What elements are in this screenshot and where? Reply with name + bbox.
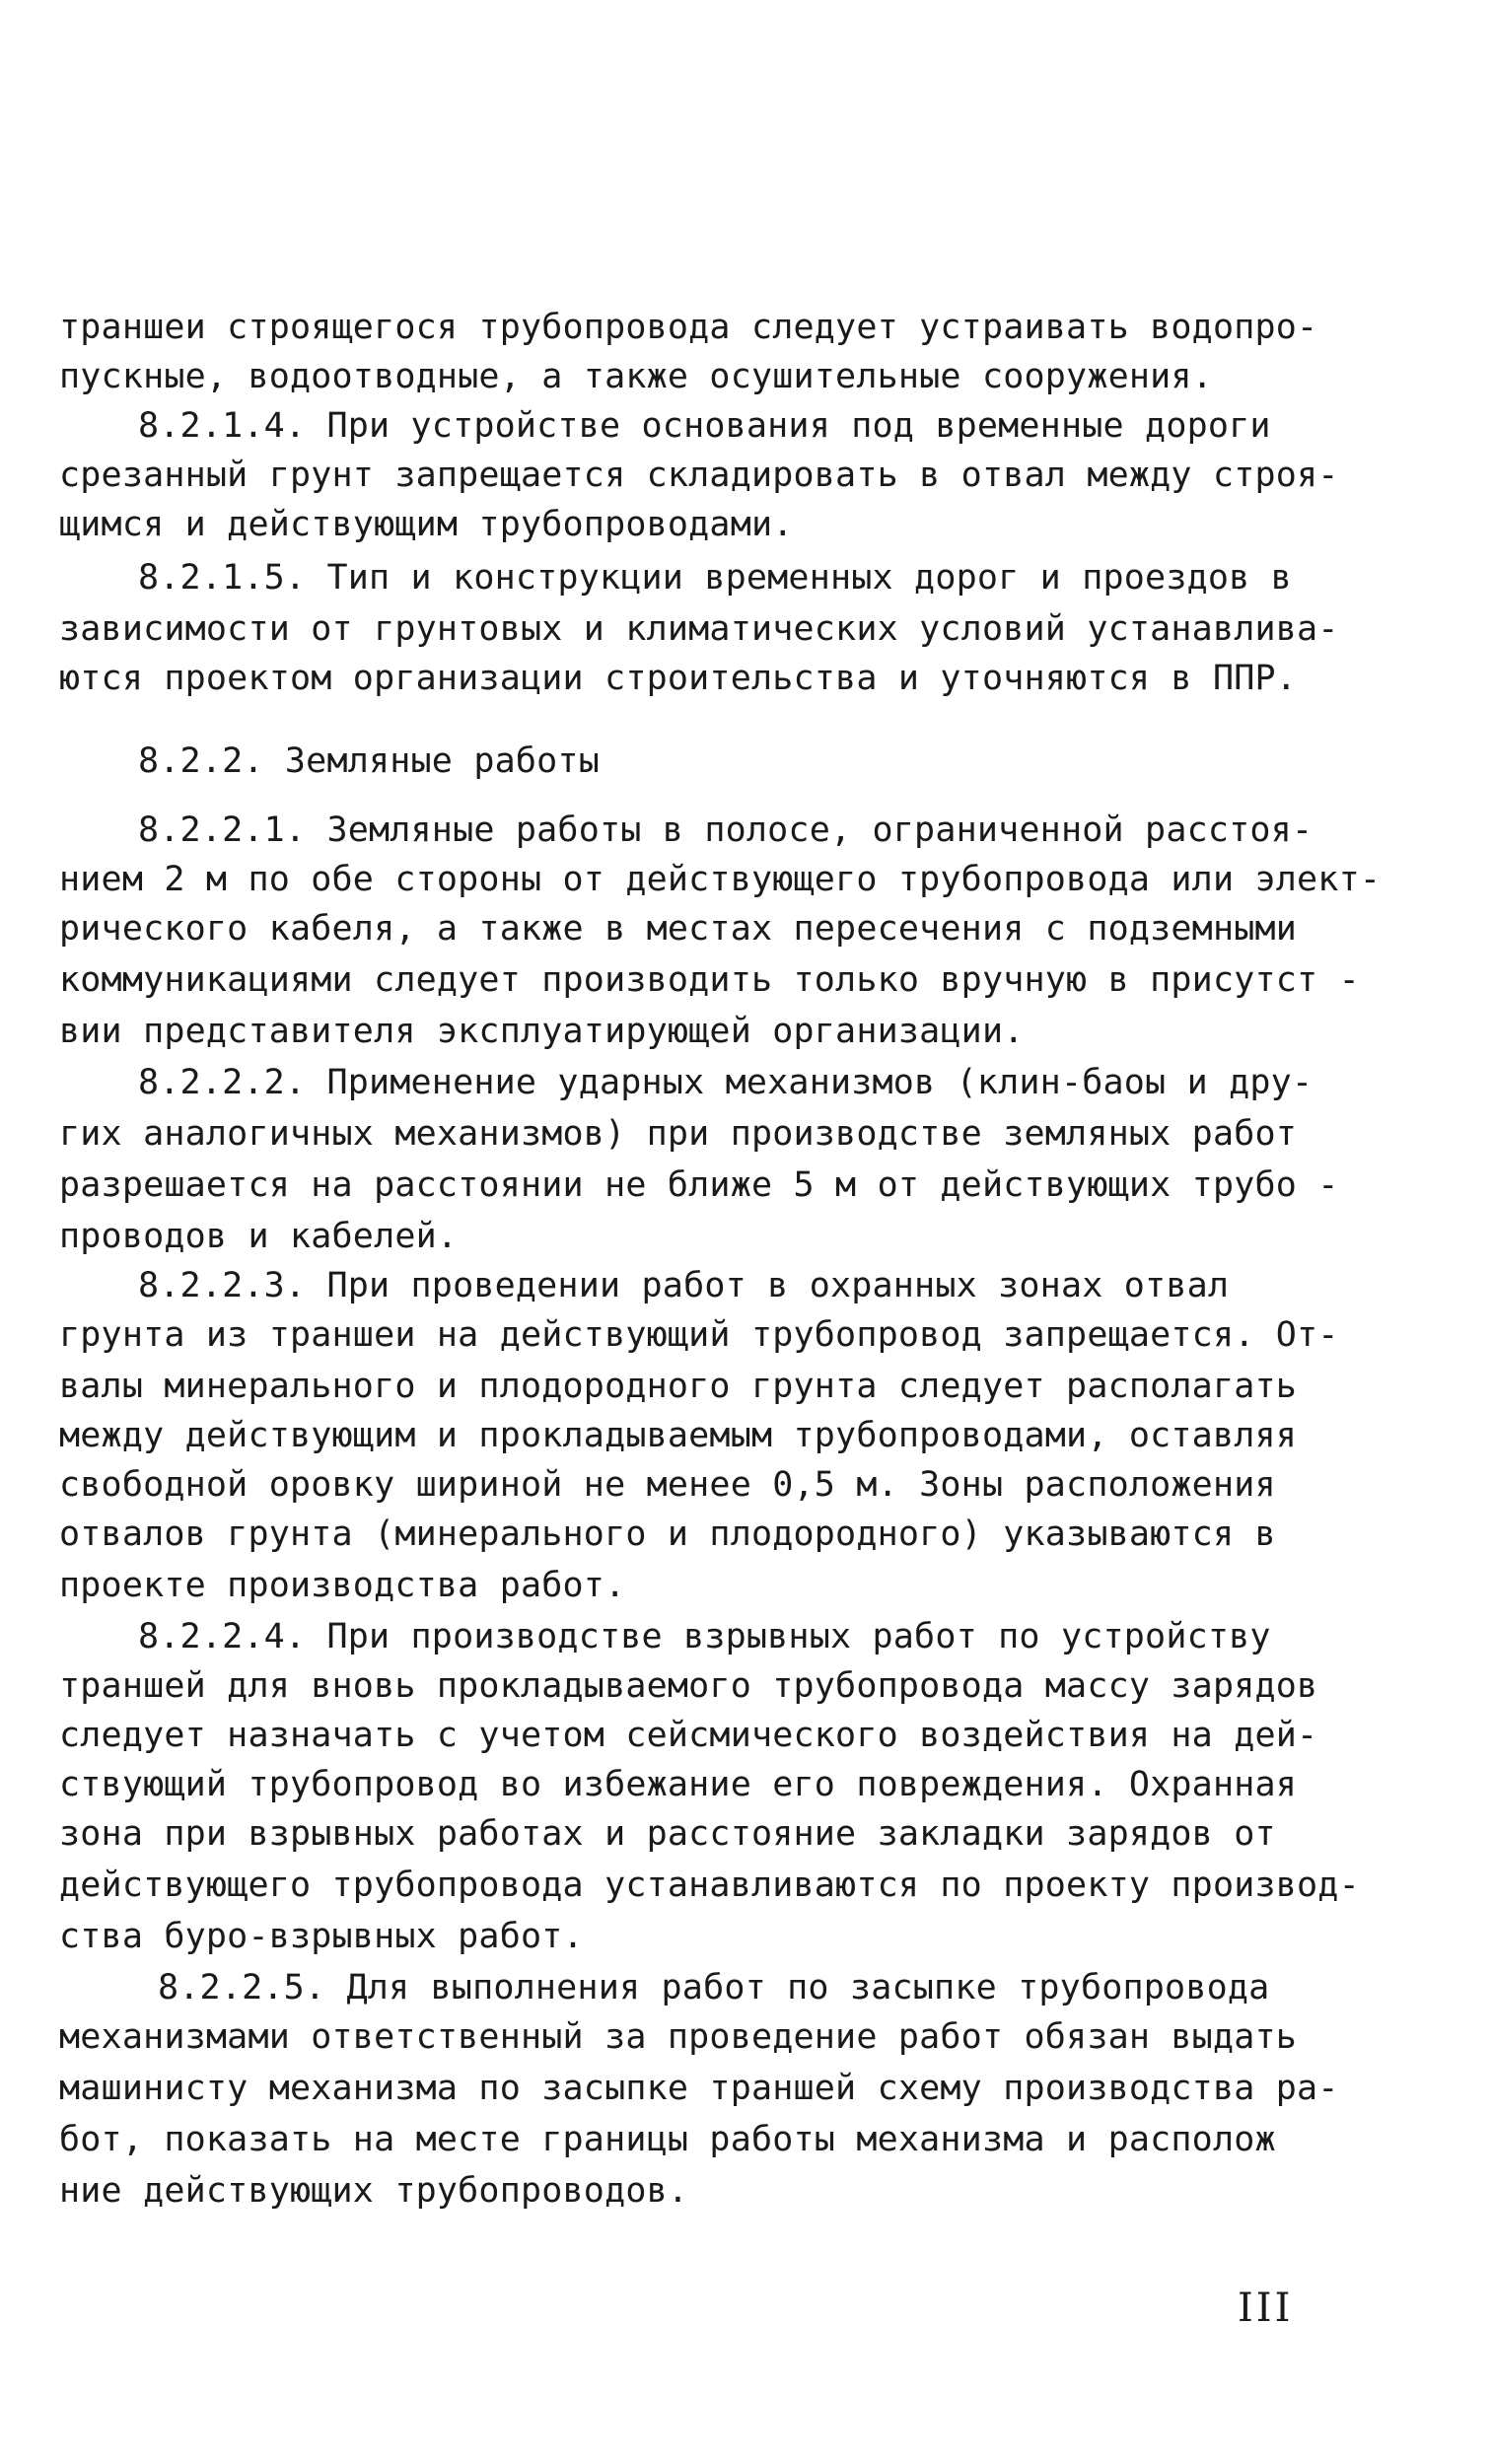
text-line: ствующий трубопровод во избежание его повреждения. Охранная <box>59 1765 1298 1804</box>
text-line: следует назначать с учетом сейсмического воздействия на дей- <box>59 1716 1318 1755</box>
text-line: проекте производства работ. <box>59 1566 626 1605</box>
text-line: 8.2.2.5. Для выполнения работ по засыпке трубопровода <box>158 1968 1270 2007</box>
text-line: ются проектом организации строительства и уточняются в ППР. <box>59 659 1298 698</box>
text-line: гих аналогичных механизмов) при производстве земляных работ <box>59 1114 1298 1154</box>
text-line: 8.2.2.4. При производстве взрывных работ по устройству <box>138 1617 1271 1656</box>
text-line: ние действующих трубопроводов. <box>59 2171 689 2211</box>
text-line: 8.2.2.3. При проведении работ в охранных зонах отвал <box>138 1266 1230 1305</box>
page-number: III <box>1238 2286 1294 2331</box>
text-line: 8.2.1.4. При устройстве основания под временные дороги <box>138 406 1271 446</box>
section-heading: 8.2.2. Земляные работы <box>138 741 600 781</box>
text-line: вии представителя эксплуатирующей организации. <box>59 1012 1025 1051</box>
text-line: траншеи строящегося трубопровода следует устраивать водопро- <box>59 308 1318 347</box>
text-line: траншей для вновь прокладываемого трубопровода массу зарядов <box>59 1666 1318 1706</box>
text-line: рического кабеля, а также в местах пересечения с подземными <box>59 909 1298 949</box>
text-line: отвалов грунта (минерального и плодородного) указываются в <box>59 1514 1276 1554</box>
text-line: между действующим и прокладываемым трубопроводами, оставляя <box>59 1416 1298 1455</box>
text-line: срезанный грунт запрещается складировать в отвал между строя- <box>59 456 1339 495</box>
text-line: зависимости от грунтовых и климатических условий устанавлива- <box>59 609 1339 649</box>
text-line: валы минерального и плодородного грунта следует располагать <box>59 1367 1298 1406</box>
text-line: действующего трубопровода устанавливаются по проекту производ- <box>59 1866 1360 1905</box>
text-line: проводов и кабелей. <box>59 1217 459 1256</box>
text-line: бот, показать на месте границы работы механизма и располож <box>59 2120 1276 2159</box>
text-line: 8.2.2.1. Земляные работы в полосе, ограниченной расстоя- <box>138 810 1314 850</box>
text-line: 8.2.2.2. Применение ударных механизмов (клин-баоы и дру- <box>138 1063 1314 1102</box>
text-line: машинисту механизма по засыпке траншей схему производства ра- <box>59 2069 1339 2108</box>
text-line: щимся и действующим трубопроводами. <box>59 505 794 544</box>
text-line: свободной оровку шириной не менее 0,5 м. Зоны расположения <box>59 1465 1276 1505</box>
text-line: разрешается на расстоянии не ближе 5 м от действующих трубо - <box>59 1165 1339 1205</box>
text-line: механизмами ответственный за проведение работ обязан выдать <box>59 2017 1298 2057</box>
text-line: коммуникациями следует производить только вручную в присутст - <box>59 960 1360 1000</box>
text-line: грунта из траншеи на действующий трубопровод запрещается. От- <box>59 1315 1339 1355</box>
text-line: 8.2.1.5. Тип и конструкции временных дорог и проездов в <box>138 558 1292 598</box>
text-line: нием 2 м по обе стороны от действующего трубопровода или элект- <box>59 860 1382 899</box>
text-line: ства буро-взрывных работ. <box>59 1917 584 1956</box>
text-line: пускные, водоотводные, а также осушительные сооружения. <box>59 357 1213 396</box>
text-line: зона при взрывных работах и расстояние закладки зарядов от <box>59 1814 1276 1854</box>
